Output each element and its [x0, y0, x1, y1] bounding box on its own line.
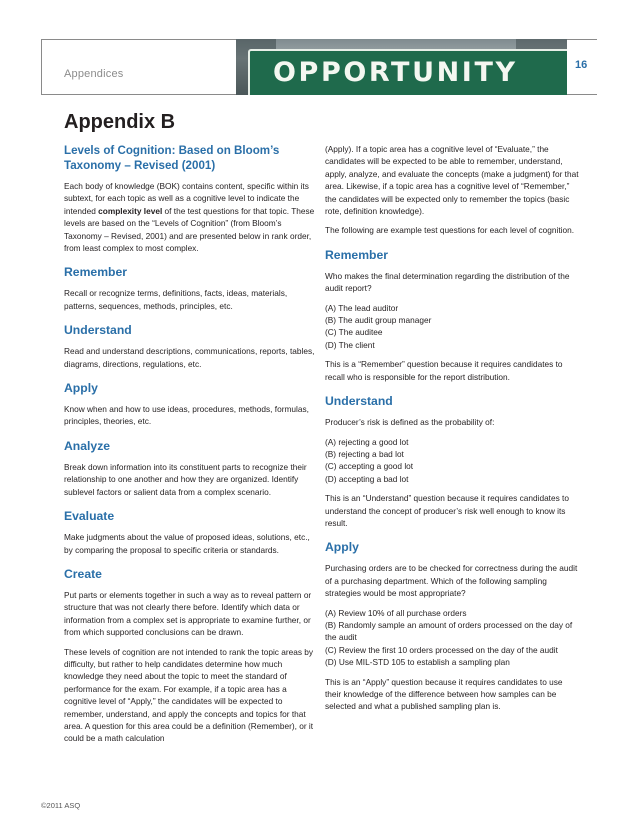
closing-paragraph: These levels of cognition are not intended to rank the topic areas by difficulty, but rather to help candidates determine how much knowledge they need about the topic to meet the standard of performance for the exam. For example, if a topic area has a cognitive level of “Apply,” the candidates will be expected to remember, understand, and apply the concepts and topics for that area. A question for this area could be a definition (Remember), or it could be a math calculation	[64, 646, 314, 744]
answer-option: (C) Review the first 10 orders processed on the day of the audit	[325, 644, 558, 655]
level-heading: Apply	[64, 381, 98, 396]
answer-option: (A) rejecting a good lot	[325, 436, 409, 447]
answer-options	[325, 436, 580, 486]
intro-text: Each body of knowledge (BOK) contains content, specific within its subtext, for each topic as well as a cognitive level to indicate the intended	[64, 181, 309, 216]
example-question: Purchasing orders are to be checked for correctness during the audit of a purchasing department. Which of the following sampling strategies would be most appropriate?	[325, 563, 578, 599]
example-question: Producer’s risk is defined as the probability of:	[325, 417, 495, 428]
example-question: Who makes the final determination regarding the distribution of the audit report?	[325, 270, 570, 294]
intro-bold: complexity level	[98, 205, 163, 216]
level-description: Put parts or elements together in such a way as to reveal pattern or structure that was not clearly there before. Identify which data or information from a complex set is appropriate to examine further, or from which supported conclusions can be drawn.	[64, 589, 312, 638]
intro-paragraph	[64, 180, 319, 254]
level-description: Know when and how to use ideas, procedures, methods, formulas, principles, theories, etc.	[64, 404, 309, 427]
continuation-paragraph: (Apply). If a topic area has a cognitive level of “Evaluate,” the candidates will be expected to be able to remember, understand, apply, analyze, and evaluate the concepts (make a judgment) for that area. Likewise, if a topic area has a cognitive level of “Remember,” the candidates will be expected only to remember the topics (basic rote, definition knowledge).	[325, 144, 579, 217]
copyright-footer: ©2011 ASQ	[41, 801, 81, 810]
level-description: Recall or recognize terms, definitions, facts, ideas, materials, patterns, sequences, methods, principles, etc.	[64, 288, 288, 311]
answer-option: (D) accepting a bad lot	[325, 473, 409, 484]
example-explanation: This is an “Understand” question because it requires candidates to understand the concept of producer’s risk well enough to know its result.	[325, 493, 569, 528]
answer-options	[325, 607, 580, 669]
level-description: Read and understand descriptions, communications, reports, tables, diagrams, directions, regulations, etc.	[64, 346, 315, 369]
answer-option: (D) The client	[325, 339, 375, 350]
level-description: Break down information into its constituent parts to recognize their relationship to one another and how they are organized. Identify sublevel factors or salient data from a complex scenario.	[64, 461, 307, 497]
answer-option: (C) The auditee	[325, 327, 383, 338]
level-heading: Understand	[64, 323, 132, 338]
level-heading: Create	[64, 566, 102, 581]
opportunity-sign	[248, 49, 567, 95]
right-column	[325, 143, 580, 720]
level-description: Make judgments about the value of proposed ideas, solutions, etc., by comparing the proposal to specific criteria or standards.	[64, 532, 310, 555]
examples-intro: The following are example test questions for each level of cognition.	[325, 225, 575, 236]
level-heading: Analyze	[64, 438, 111, 453]
answer-option: (B) rejecting a bad lot	[325, 448, 404, 459]
example-heading: Apply	[325, 540, 359, 555]
example-heading: Understand	[325, 394, 393, 409]
level-heading: Evaluate	[64, 509, 115, 524]
answer-option: (B) The audit group manager	[325, 315, 432, 326]
answer-options	[325, 302, 580, 352]
sign-text: OPPORTUNITY	[273, 57, 518, 88]
section-subtitle	[64, 143, 319, 173]
header-section-label: Appendices	[64, 68, 124, 80]
answer-option: (D) Use MIL-STD 105 to establish a sampling plan	[325, 657, 510, 668]
subtitle-line-2: Taxonomy – Revised (2001)	[64, 159, 216, 172]
example-explanation: This is an “Apply” question because it requires candidates to use their knowledge of the difference between how samples can be selected and what a published sampling plan is.	[325, 676, 563, 712]
answer-option: (B) Randomly sample an amount of orders processed on the day of the audit	[325, 619, 573, 643]
page-title: Appendix B	[64, 111, 176, 133]
example-explanation: This is a “Remember” question because it requires candidates to recall who is responsible for the report distribution.	[325, 359, 563, 382]
left-column	[64, 143, 319, 752]
level-heading: Remember	[64, 265, 127, 280]
intro-text-cont: of the test questions for that topic. These levels are based on the “Levels of Cognition” (from Bloom’s Taxonomy – Revised, 2001) and are presented below in rank order, from least complex to most complex.	[64, 205, 315, 254]
subtitle-line-1: Levels of Cognition: Based on Bloom’s	[64, 144, 280, 157]
answer-option: (C) accepting a good lot	[325, 461, 414, 472]
page-number: 16	[575, 59, 588, 71]
answer-option: (A) The lead auditor	[325, 302, 399, 313]
answer-option: (A) Review 10% of all purchase orders	[325, 607, 467, 618]
example-heading: Remember	[325, 247, 388, 262]
header-opportunity-photo	[236, 39, 567, 95]
